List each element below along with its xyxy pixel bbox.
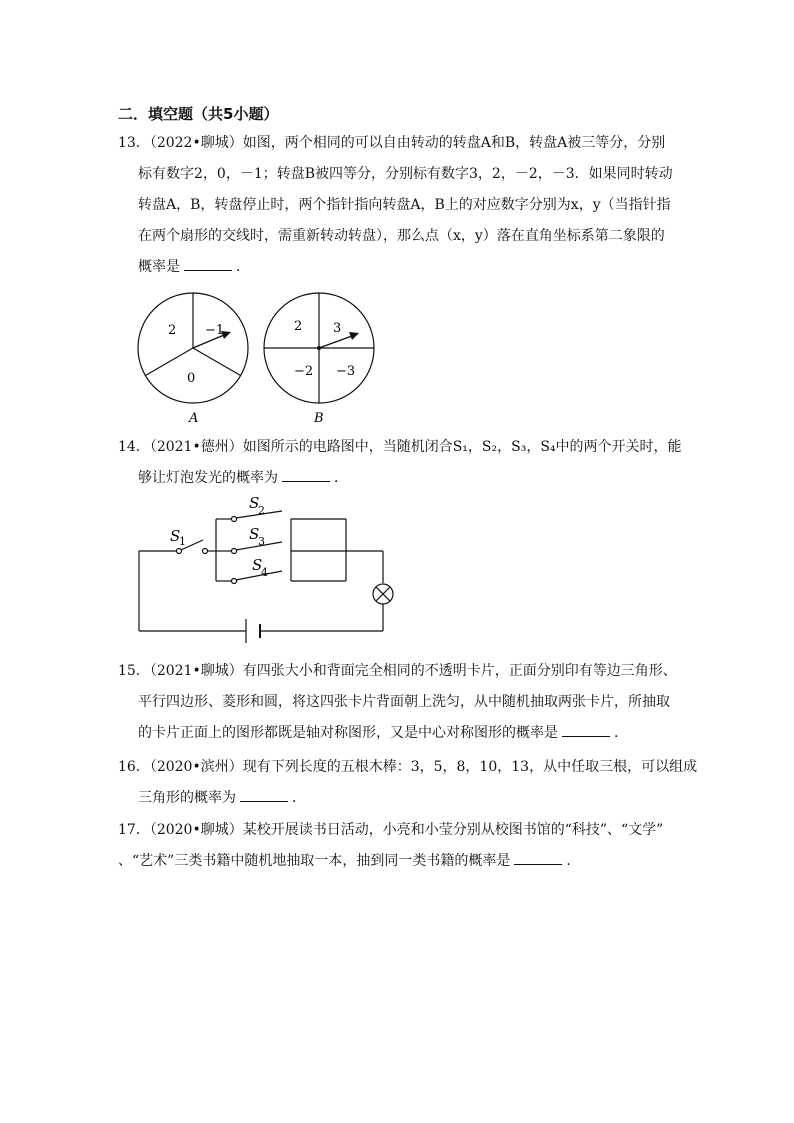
spinner-b-number: 2	[294, 319, 303, 334]
question-number: 16．	[118, 759, 150, 775]
answer-blank[interactable]	[184, 252, 232, 271]
spinner-a-number: −1	[205, 323, 225, 338]
question-text: 够让灯泡发光的概率为	[138, 470, 278, 486]
question-tail: ．	[614, 725, 628, 741]
switch-letter: S	[249, 494, 260, 512]
spinner-a-label: A	[189, 411, 199, 426]
switch-subscript: 1	[179, 535, 186, 548]
switch-letter: S	[170, 527, 181, 545]
question-text: （2020•滨州）现有下列长度的五根木棒：3，5，8，10，13，从中任取三根，可以组成	[149, 759, 698, 775]
switch-letter: S	[249, 525, 260, 543]
circuit-diagram	[130, 492, 400, 652]
question-text: 概率是	[138, 259, 180, 275]
spinner-b-number: −2	[294, 364, 314, 379]
spinner-b-number: −3	[336, 364, 356, 379]
question-tail: ．	[566, 853, 581, 869]
spinner-b-number: 3	[333, 321, 342, 336]
question-text: 标有数字2，0，－1；转盘B被四等分，分别标有数字3，2，－2，－3．如果同时转动	[138, 166, 673, 182]
question-17	[118, 815, 684, 877]
question-text: 、“艺术”三类书籍中随机地抽取一本，抽到同一类书籍的概率是	[118, 853, 511, 869]
question-number: 14．	[118, 439, 150, 455]
question-13	[118, 128, 684, 283]
question-text: 的卡片正面上的图形都既是轴对称图形，又是中心对称图形的概率是	[138, 725, 558, 741]
question-text: （2022•聊城）如图，两个相同的可以自由转动的转盘A和B，转盘A被三等分，分别	[149, 135, 666, 151]
answer-blank[interactable]	[282, 463, 330, 482]
question-number: 17．	[118, 822, 150, 838]
question-14	[118, 432, 684, 494]
spinner-b-label: B	[314, 411, 324, 426]
question-text: 三角形的概率为	[138, 790, 236, 806]
switch-subscript: 3	[258, 535, 265, 548]
switch-subscript: 2	[258, 504, 265, 517]
question-15	[118, 656, 684, 749]
question-number: 15．	[118, 663, 150, 679]
spinner-a-number: 2	[168, 323, 177, 338]
question-text: 在两个扇形的交线时，需重新转动转盘），那么点（x，y）落在直角坐标系第二象限的	[138, 228, 665, 244]
spinner-a-number: 0	[187, 371, 196, 386]
answer-blank[interactable]	[562, 718, 610, 737]
spinners-figure	[128, 290, 408, 440]
question-16	[118, 752, 698, 814]
question-text: （2021•德州）如图所示的电路图中，当随机闭合S₁，S₂，S₃，S₄中的两个开关时，能	[149, 439, 682, 455]
spinner-a	[138, 293, 248, 426]
question-tail: ．	[236, 259, 250, 275]
question-text: 转盘A，B，转盘停止时，两个指针指向转盘A，B上的对应数字分别为x，y（当指针指	[138, 197, 671, 213]
switch-label-s1	[170, 527, 186, 548]
question-tail: ．	[292, 790, 306, 806]
answer-blank[interactable]	[514, 846, 562, 865]
switch-subscript: 4	[261, 566, 268, 579]
question-text: 平行四边形、菱形和圆，将这四张卡片背面朝上洗匀，从中随机抽取两张卡片，所抽取	[138, 694, 670, 710]
question-text: （2020•聊城）某校开展读书日活动，小亮和小莹分别从校图书馆的“科技”、“文学”	[149, 822, 664, 838]
switch-letter: S	[252, 556, 263, 574]
switch-label-s2	[249, 494, 265, 517]
section-title: 二．填空题（共5小题）	[118, 105, 279, 123]
question-tail: ．	[334, 470, 348, 486]
switch-label-s3	[249, 525, 265, 548]
question-number: 13．	[118, 135, 150, 151]
spinner-b	[264, 293, 374, 426]
answer-blank[interactable]	[240, 783, 288, 802]
question-text: （2021•聊城）有四张大小和背面完全相同的不透明卡片，正面分别印有等边三角形、	[149, 663, 677, 679]
